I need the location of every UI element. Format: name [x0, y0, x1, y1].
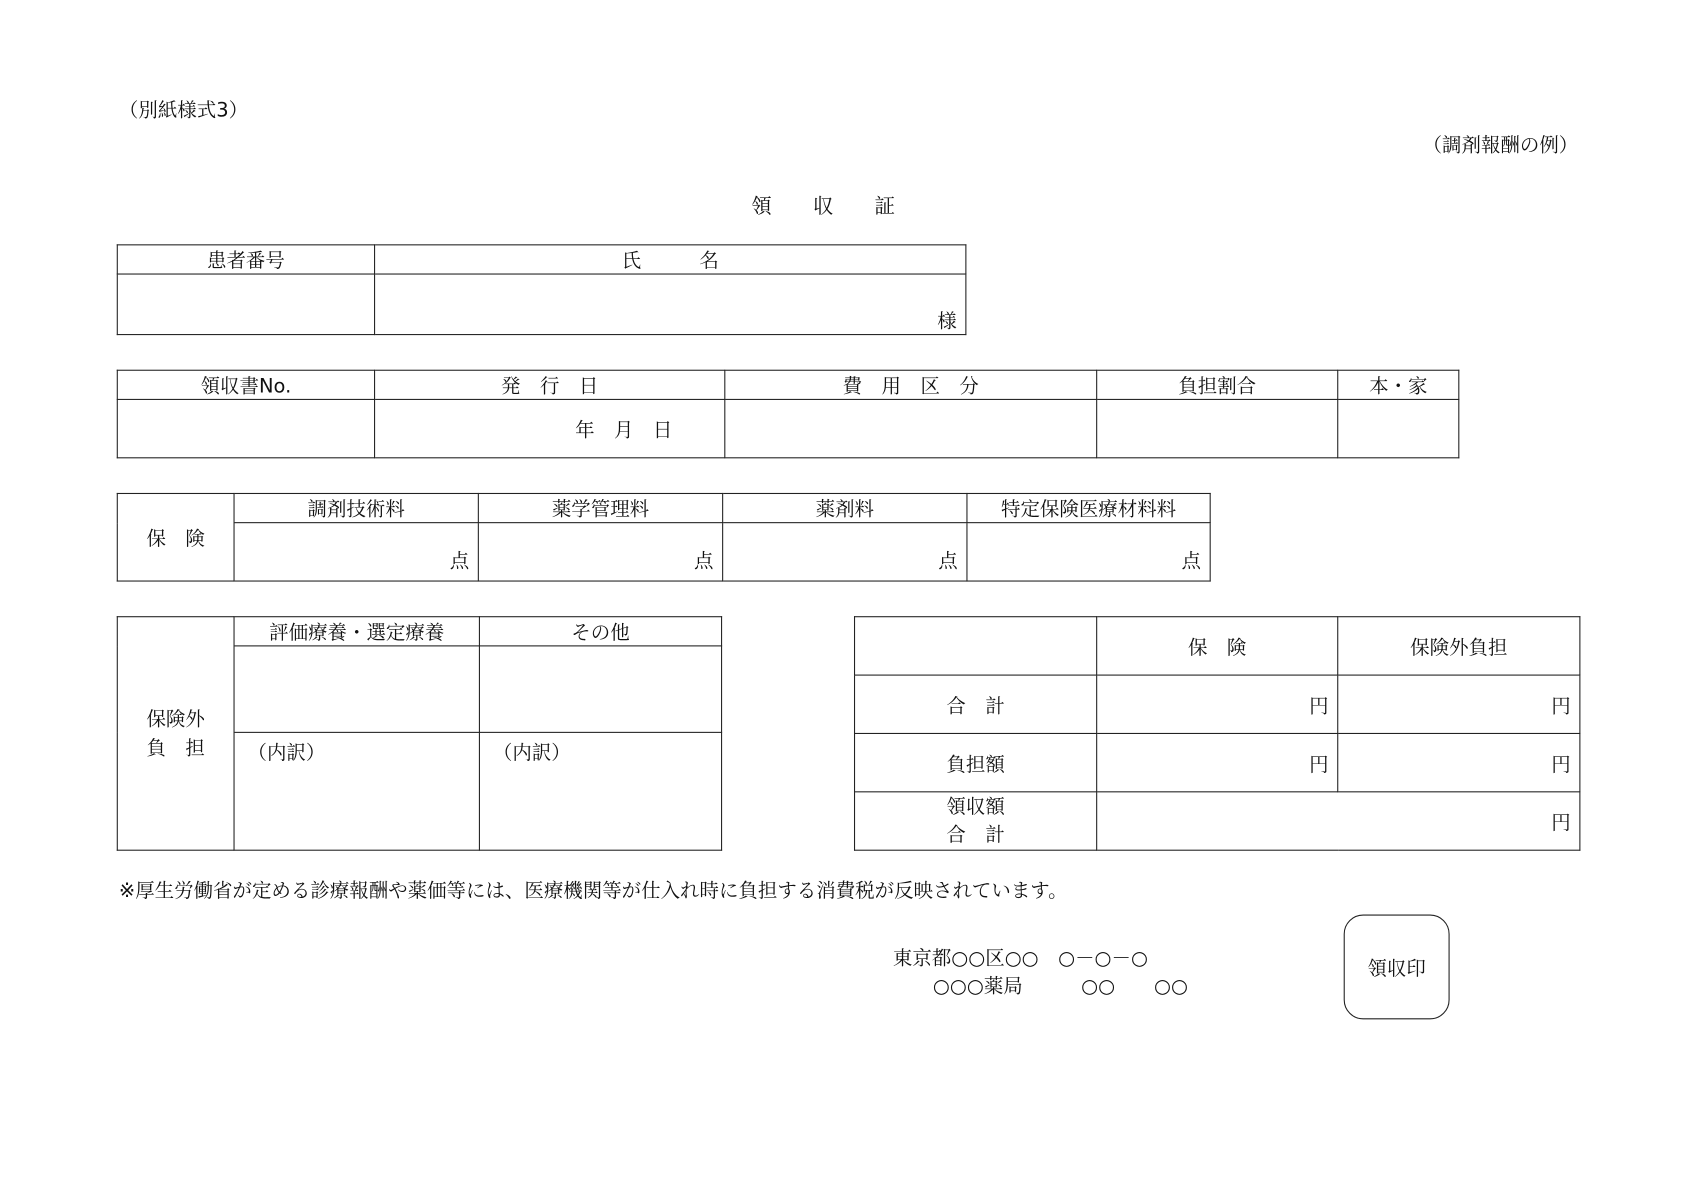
yen-unit: 円 — [1309, 752, 1329, 776]
label-line-2: 合 計 — [946, 823, 1005, 846]
label-line-1: 領収額 — [946, 795, 1005, 818]
label-line-2: 負 担 — [146, 736, 205, 760]
patient-no-header: 患者番号 — [117, 245, 374, 274]
other-breakdown[interactable]: （内訳） — [479, 732, 721, 850]
points-unit: 点 — [938, 550, 958, 573]
receipt-stamp-box — [1344, 915, 1450, 1020]
totals-corner — [855, 617, 1097, 675]
insurance-table — [117, 493, 1211, 582]
receipt-no-cell[interactable] — [117, 399, 374, 457]
pharma-management-fee-header: 薬学管理料 — [478, 493, 722, 522]
non-insurance-label — [117, 617, 234, 850]
burden-amount-label: 負担額 — [855, 733, 1097, 791]
other-header: その他 — [479, 617, 721, 646]
totals-table — [854, 616, 1580, 851]
receipt-no-header: 領収書No. — [117, 370, 374, 399]
evaluation-care-cell[interactable] — [234, 646, 479, 732]
received-total-cell[interactable] — [1097, 792, 1580, 850]
page-title: 領 収 証 — [751, 194, 896, 219]
received-total-label — [855, 792, 1097, 850]
insured-family-header: 本・家 — [1338, 370, 1459, 399]
example-label: （調剤報酬の例） — [1422, 134, 1579, 157]
non-insurance-burden-header: 保険外負担 — [1338, 617, 1580, 675]
non-insurance-table — [117, 616, 722, 851]
name-cell[interactable] — [375, 274, 966, 335]
pharmacy-name: ○○○薬局 ○○ ○○ — [932, 975, 1188, 998]
burden-ratio-cell[interactable] — [1097, 399, 1338, 457]
cost-category-header: 費 用 区 分 — [725, 370, 1097, 399]
name-header: 氏 名 — [375, 245, 966, 274]
yen-unit: 円 — [1551, 752, 1571, 776]
issue-date-cell[interactable] — [375, 399, 725, 457]
pharmacy-address: 東京都○○区○○ ○－○－○ — [892, 946, 1148, 970]
yen-unit: 円 — [1309, 694, 1329, 718]
evaluation-care-breakdown[interactable]: （内訳） — [234, 732, 479, 850]
tax-note: ※厚生労働省が定める診療報酬や薬価等には、医療機関等が仕入れ時に負担する消費税が反映されています。 — [118, 879, 1068, 903]
non-insurance-total-cell[interactable] — [1338, 675, 1580, 733]
points-unit: 点 — [1181, 550, 1201, 573]
material-fee-cell[interactable] — [967, 523, 1210, 581]
pharma-management-fee-cell[interactable] — [478, 523, 722, 581]
yen-unit: 円 — [1551, 694, 1571, 718]
other-cell[interactable] — [479, 646, 721, 732]
insured-family-cell[interactable] — [1338, 399, 1459, 457]
dispensing-fee-header: 調剤技術料 — [234, 493, 478, 522]
patient-no-cell[interactable] — [117, 274, 374, 335]
form-id: （別紙様式3） — [118, 99, 249, 123]
evaluation-care-header: 評価療養・選定療養 — [234, 617, 479, 646]
insurance-total-cell[interactable] — [1097, 675, 1338, 733]
insurance-header: 保 険 — [1097, 617, 1338, 675]
dispensing-fee-cell[interactable] — [234, 523, 478, 581]
label-line-1: 保険外 — [146, 707, 205, 731]
stamp-label: 領収印 — [1367, 957, 1426, 980]
insurance-burden-cell[interactable] — [1097, 733, 1338, 791]
burden-ratio-header: 負担割合 — [1097, 370, 1338, 399]
honorific: 様 — [937, 310, 957, 333]
total-label: 合 計 — [855, 675, 1097, 733]
receipt-info-table — [117, 370, 1460, 459]
insurance-label: 保 険 — [117, 493, 234, 581]
drug-fee-header: 薬剤料 — [723, 493, 967, 522]
points-unit: 点 — [694, 550, 714, 573]
patient-table — [117, 244, 967, 335]
non-insurance-burden-cell[interactable] — [1338, 733, 1580, 791]
issue-date-header: 発 行 日 — [375, 370, 725, 399]
cost-category-cell[interactable] — [725, 399, 1097, 457]
yen-unit: 円 — [1551, 811, 1571, 834]
drug-fee-cell[interactable] — [723, 523, 967, 581]
material-fee-header: 特定保険医療材料料 — [967, 493, 1210, 522]
points-unit: 点 — [449, 550, 470, 573]
date-units: 年 月 日 — [575, 418, 673, 442]
